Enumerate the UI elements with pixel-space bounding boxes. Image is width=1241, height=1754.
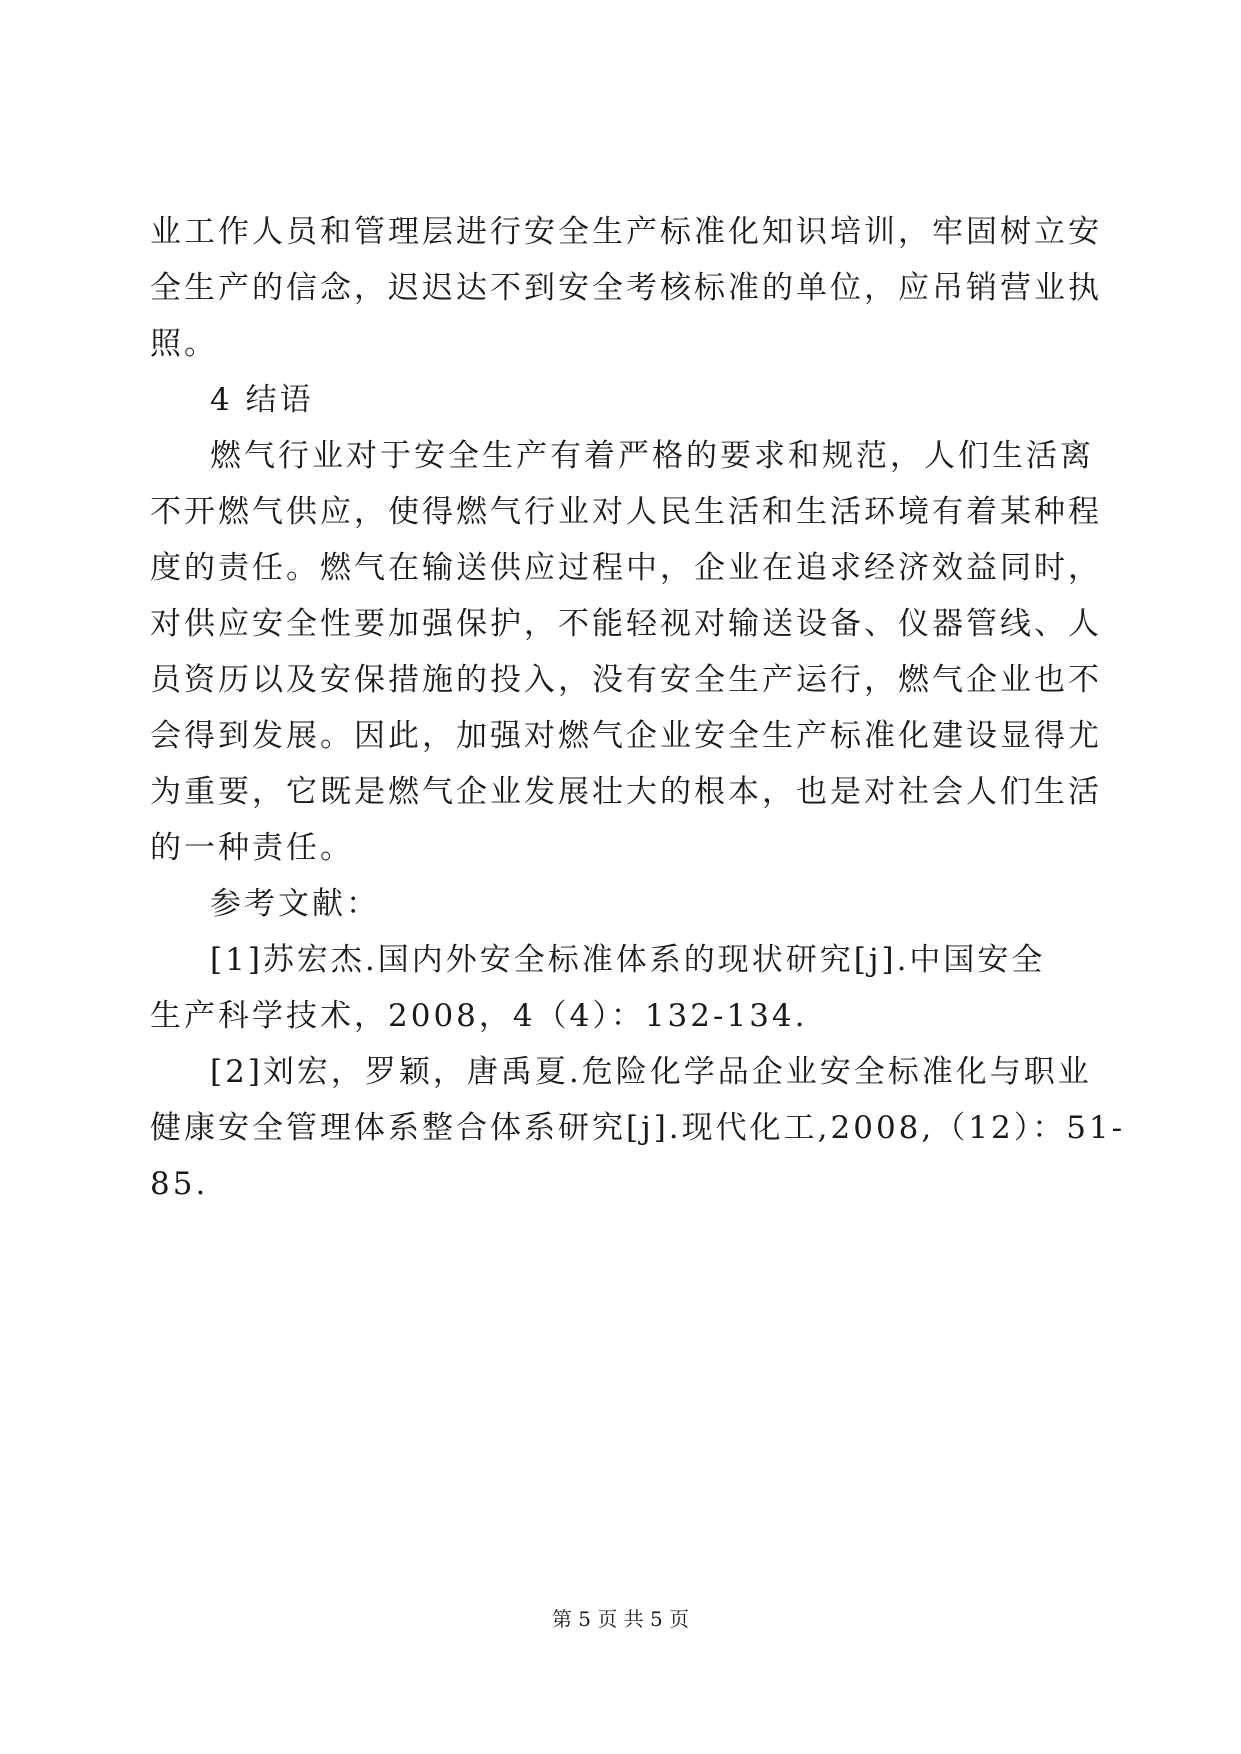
- body-line: 燃气行业对于安全生产有着严格的要求和规范，人们生活离: [210, 438, 1094, 474]
- section-heading: 4 结语: [210, 382, 314, 418]
- body-line: 全生产的信念，迟迟达不到安全考核标准的单位，应吊销营业执: [150, 270, 1102, 306]
- body-line: 会得到发展。因此，加强对燃气企业安全生产标准化建设显得尤: [150, 718, 1102, 754]
- page-footer: 第 5 页 共 5 页: [551, 1607, 690, 1631]
- body-line: 不开燃气供应，使得燃气行业对人民生活和生活环境有着某种程: [150, 494, 1102, 530]
- references-heading: 参考文献：: [210, 886, 380, 922]
- reference-line: 健康安全管理体系整合体系研究[j].现代化工,2008,（12）：51-: [150, 1110, 1126, 1146]
- body-line: 的一种责任。: [150, 830, 354, 866]
- body-line: 为重要，它既是燃气企业发展壮大的根本，也是对社会人们生活: [150, 774, 1102, 810]
- reference-line: 85.: [150, 1166, 209, 1202]
- body-line: 员资历以及安保措施的投入，没有安全生产运行，燃气企业也不: [150, 662, 1102, 698]
- reference-line: [2]刘宏，罗颖，唐禹夏.危险化学品企业安全标准化与职业: [210, 1054, 1092, 1090]
- reference-line: [1]苏宏杰.国内外安全标准体系的现状研究[j].中国安全: [210, 942, 1046, 978]
- body-line: 度的责任。燃气在输送供应过程中，企业在追求经济效益同时，: [150, 550, 1102, 586]
- body-line: 照。: [150, 326, 218, 362]
- body-line: 对供应安全性要加强保护，不能轻视对输送设备、仪器管线、人: [150, 606, 1102, 642]
- body-line: 业工作人员和管理层进行安全生产标准化知识培训，牢固树立安: [150, 214, 1102, 250]
- reference-line: 生产科学技术，2008，4（4）：132-134.: [150, 998, 808, 1034]
